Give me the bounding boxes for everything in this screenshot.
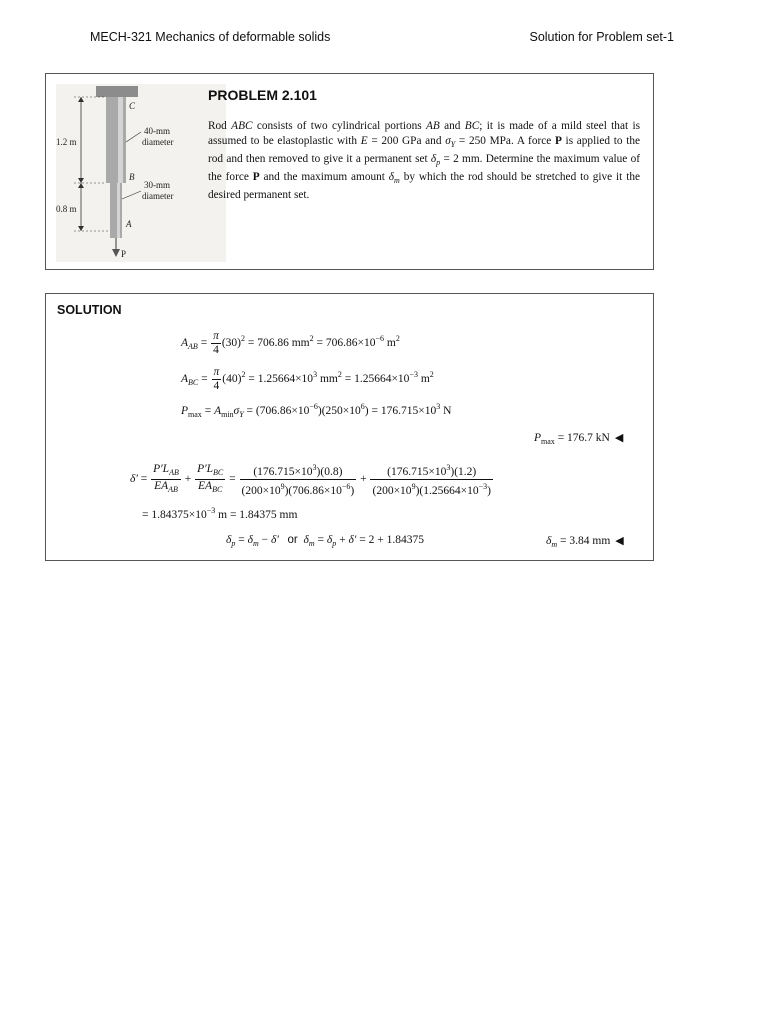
header-course: MECH-321 Mechanics of deformable solids <box>90 30 331 44</box>
label-p: P <box>121 249 127 259</box>
solution-title: SOLUTION <box>57 303 122 317</box>
result-pmax: $P_{max} = 176.7$ kN ◀ <box>534 431 624 446</box>
dim-bottom: 0.8 m <box>56 204 77 214</box>
support-block <box>96 86 138 97</box>
equation-area-bc: $A_{BC}$ = $\frac{\pi}{4}$ $(40)^2 = 1.25664\times 10^3$ $mm^2 = 1.25664\times 10^{-3}$ $m^2$ <box>181 366 434 392</box>
rod-ab <box>110 183 122 238</box>
problem-title: PROBLEM 2.101 <box>208 87 317 103</box>
problem-box <box>45 73 654 270</box>
dia-bot-line1: 30-mm <box>144 180 170 190</box>
dia-bot-line2: diameter <box>142 191 174 201</box>
equation-area-ab: $A_{AB}$ = $\frac{\pi}{4}$ $(30)^2 = 706.86$ $mm^2 = 706.86\times 10^{-6}$ $m^2$ <box>181 330 400 356</box>
solution-box <box>45 293 654 561</box>
result-delta-m: $\delta_m = 3.84$ mm ◀ <box>546 534 624 549</box>
equation-pmax: $P_{max} = A_{min}\sigma_Y = (706.86\times 10^{-6})(250\times 10^6) = 176.715\times 10^3$ N <box>181 402 452 419</box>
equation-delta-m: $\delta_p = \delta_m - \delta'$ or $\delta_m = \delta_p + \delta' = 2 + 1.84375$ <box>226 534 424 548</box>
label-a: A <box>126 219 132 229</box>
dia-top-line2: diameter <box>142 137 174 147</box>
dim-top: 1.2 m <box>56 137 77 147</box>
label-b: B <box>129 172 135 182</box>
label-c: C <box>129 101 136 111</box>
equation-delta-prime: δ′ = $\frac{P'L_{AB}}{EA_{AB}}$ + $\frac{P'L_{BC}}{EA_{BC}}$ = $\frac{(176.715\times 10^3)(0.8)}{(200\times 10^9)(706.86\times 10^{-6})}$ + $\frac{(176.715\times 10^3)(1.2)}{(200\times 10^9)(1.25664\times 10^{-3})}$ <box>130 463 491 497</box>
rod-figure <box>56 84 226 262</box>
header-document: Solution for Problem set-1 <box>529 30 674 44</box>
dia-top-line1: 40-mm <box>144 126 170 136</box>
equation-delta-prime-value: = $1.84375\times 10^{-3}$ m = 1.84375 mm <box>142 506 298 521</box>
problem-statement: Rod ABC consists of two cylindrical portions AB and BC; it is made of a mild steel that is assumed to be elastoplastic with E = 200 GPa and $\sigma_Y = 250$ MPa. A force P is applied to the rod and then removed to give it a permanent set $\delta_p = 2$ mm. Determine the maximum value of the force P and the maximum amount $\delta_m$ by which the rod should be stretched to give it the desired permanent set. <box>208 120 640 201</box>
